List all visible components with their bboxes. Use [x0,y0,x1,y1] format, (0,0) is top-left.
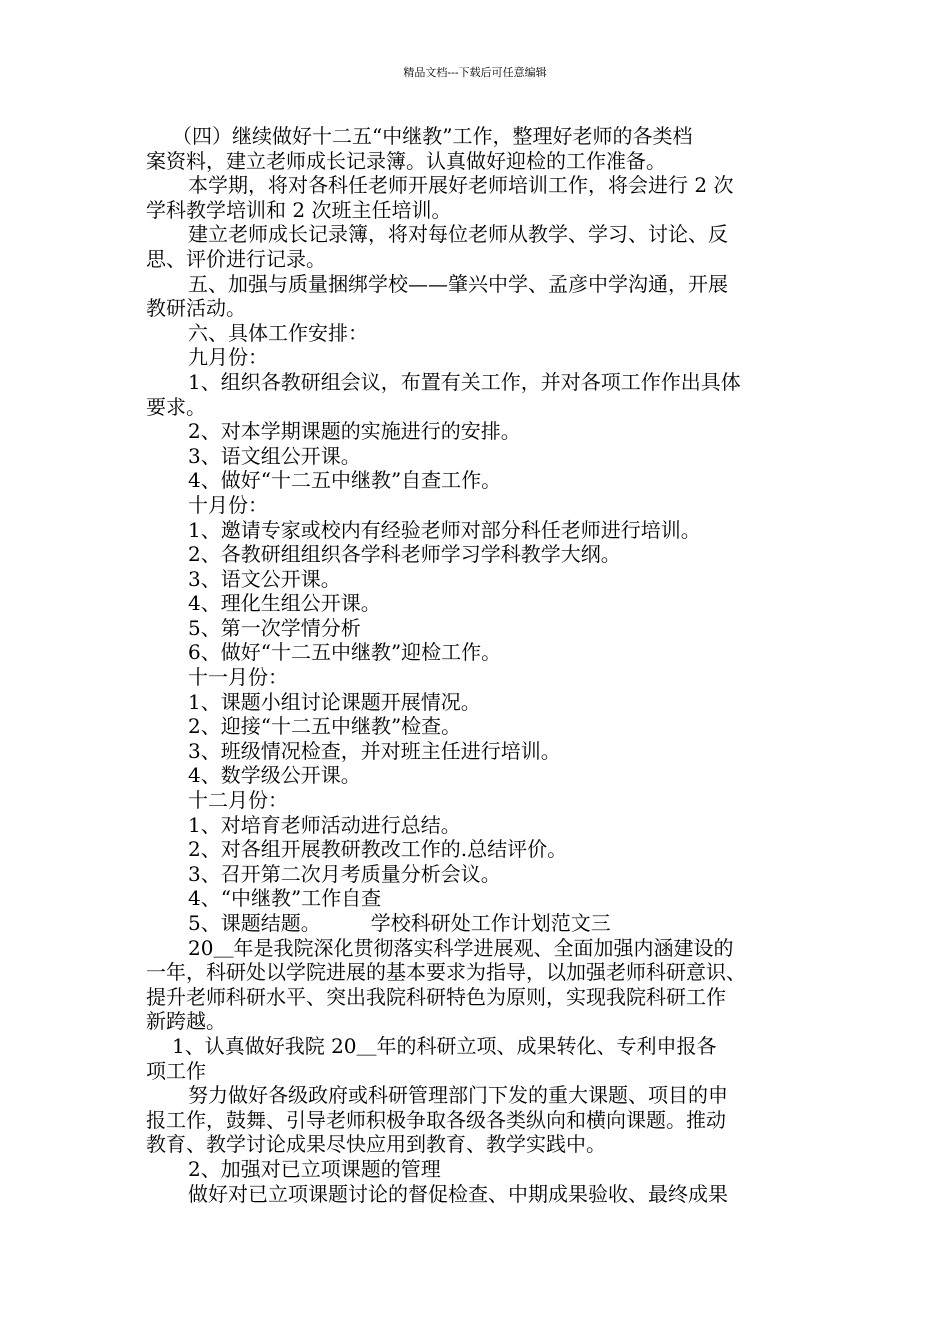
text-line: 20＿年是我院深化贯彻落实科学进展观、全面加强内涵建设的 [188,935,734,960]
document-body [146,124,810,1206]
text-line: 报工作，鼓舞、引导老师积极争取各级各类纵向和横向课题。推动 [146,1107,726,1132]
text-line: 九月份： [188,345,268,370]
text-line: 2、各教研组组织各学科老师学习学科教学大纲。 [188,542,621,567]
text-line: 1、课题小组讨论课题开展情况。 [188,689,481,714]
text-line: 2、加强对已立项课题的管理 [188,1156,441,1181]
text-line: 3、语文公开课。 [188,566,341,591]
text-line: 项工作 [146,1058,206,1083]
text-line: 1、对培育老师活动进行总结。 [188,812,461,837]
text-line: 5、课题结题。 学校科研处工作计划范文三 [188,911,611,935]
text-line: 3、召开第二次月考质量分析会议。 [188,861,501,886]
text-line: 十月份： [188,492,268,517]
text-line: 建立老师成长记录簿，将对每位老师从教学、学习、讨论、反 [188,222,728,247]
text-line: 教研活动。 [146,296,246,321]
text-line: 教育、教学讨论成果尽快应用到教育、教学实践中。 [146,1132,606,1157]
text-line: 2、迎接“十二五中继教”检查。 [188,714,462,739]
text-line: 案资料，建立老师成长记录簿。认真做好迎检的工作准备。 [146,148,666,173]
text-line: 4、做好“十二五中继教”自查工作。 [188,468,502,493]
page-header: 精品文档---下载后可任意编辑 [403,66,547,79]
text-line: 一年，科研处以学院进展的基本要求为指导，以加强老师科研意识、 [146,960,746,985]
text-line: 五、加强与质量捆绑学校——肇兴中学、孟彦中学沟通，开展 [188,271,728,296]
text-line: 1、邀请专家或校内有经验老师对部分科任老师进行培训。 [188,517,701,542]
text-line: 5、第一次学情分析 [188,615,361,640]
text-line: 本学期，将对各科任老师开展好老师培训工作，将会进行 2 次 [188,173,734,198]
text-line: 6、做好“十二五中继教”迎检工作。 [188,640,502,665]
text-line: （四）继续做好十二五“中继教”工作，整理好老师的各类档 [172,124,693,148]
text-line: 1、组织各教研组会议，布置有关工作，并对各项工作作出具体 [188,369,741,394]
text-line: 六、具体工作安排： [188,320,368,345]
text-line: 学科教学培训和 2 次班主任培训。 [146,197,452,222]
text-line: 十二月份： [188,788,288,813]
text-line: 十一月份： [188,665,288,690]
text-line: 2、对本学期课题的实施进行的安排。 [188,419,521,444]
text-line: 要求。 [146,394,206,419]
text-line: 3、语文组公开课。 [188,443,361,468]
text-line: 做好对已立项课题讨论的督促检查、中期成果验收、最终成果 [188,1181,728,1206]
text-line: 提升老师科研水平、突出我院科研特色为原则，实现我院科研工作 [146,984,726,1009]
text-line: 4、数学级公开课。 [188,763,361,788]
text-line: 思、评价进行记录。 [146,246,326,271]
text-line: 3、班级情况检查，并对班主任进行培训。 [188,738,561,763]
text-line: 4、理化生组公开课。 [188,591,381,616]
text-line: 2、对各组开展教研教改工作的.总结评价。 [188,837,568,862]
text-line: 4、“中继教”工作自查 [188,886,382,911]
text-line: 努力做好各级政府或科研管理部门下发的重大课题、项目的申 [188,1083,728,1108]
text-line: 新跨越。 [146,1009,226,1034]
text-line: 1、认真做好我院 20＿年的科研立项、成果转化、专利申报各 [172,1033,717,1058]
